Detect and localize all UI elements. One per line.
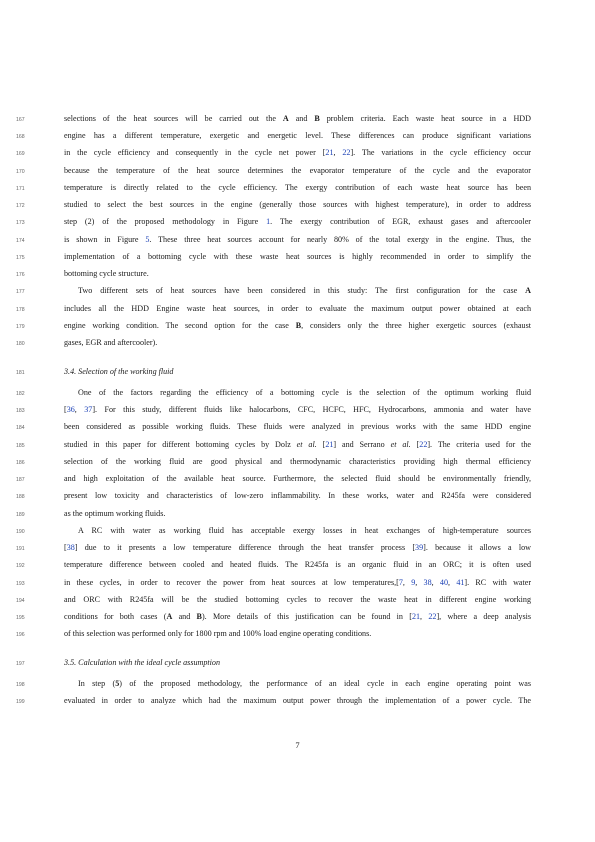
line-number: 169 bbox=[16, 151, 25, 157]
text-span: in the cycle efficiency and consequently in the cycle net power [ bbox=[64, 148, 326, 157]
text-span: , bbox=[448, 578, 457, 587]
text-span: 5 bbox=[115, 679, 120, 688]
line-number: 176 bbox=[16, 272, 25, 278]
text-span: step (2) of the proposed methodology in Figure bbox=[64, 217, 267, 226]
text-line bbox=[64, 695, 531, 706]
text-span: gases, EGR and aftercooler). bbox=[64, 338, 158, 347]
line-number: 170 bbox=[16, 169, 25, 175]
text-span: been considered as possible working fluids. These fluids were analyzed in previous works with the same HDD engine bbox=[64, 422, 531, 431]
text-span: and bbox=[288, 114, 315, 123]
line-number: 177 bbox=[16, 289, 25, 295]
text-span: as the optimum working fluids. bbox=[64, 509, 166, 518]
line-number: 180 bbox=[16, 341, 25, 347]
text-span: Two different sets of heat sources have been considered in this study: The first configuration for the case bbox=[78, 286, 526, 295]
text-span: and bbox=[172, 612, 197, 621]
line-number: 186 bbox=[16, 460, 25, 466]
line-number: 185 bbox=[16, 443, 25, 449]
text-span: engine working condition. The second option for the case bbox=[64, 321, 296, 330]
text-span: 3.5. Calculation with the ideal cycle assumption bbox=[64, 658, 221, 667]
text-span: evaluated in order to analyze which had the maximum output power through the implementation of a power cycle. The bbox=[64, 696, 531, 705]
line-number: 195 bbox=[16, 615, 25, 621]
citation-link[interactable]: 39 bbox=[415, 543, 424, 552]
text-line bbox=[64, 404, 531, 415]
citation-link[interactable]: 38 bbox=[423, 578, 432, 587]
text-line bbox=[64, 594, 531, 605]
text-span: [ bbox=[64, 543, 67, 552]
text-span: [ bbox=[410, 440, 420, 449]
text-line bbox=[64, 285, 531, 296]
text-span: , considers only the three higher exergetic sources (exhaust bbox=[301, 321, 531, 330]
citation-link[interactable]: 36 bbox=[66, 405, 75, 414]
text-span: B bbox=[295, 321, 302, 330]
text-line bbox=[64, 439, 531, 450]
text-span: One of the factors regarding the efficiency of a bottoming cycle is the selection of the optimum working fluid bbox=[78, 388, 531, 397]
text-span: implementation of a bottoming cycle with these waste heat sources is highly recommended in order to simplify the bbox=[64, 252, 531, 261]
text-span: , bbox=[74, 405, 85, 414]
text-line bbox=[64, 182, 531, 193]
text-span: , bbox=[415, 578, 424, 587]
line-number: 168 bbox=[16, 134, 25, 140]
text-span: includes all the HDD Engine waste heat sources, in order to evaluate the maximum output power obtained at each bbox=[64, 304, 531, 313]
citation-link[interactable]: 5 bbox=[145, 235, 150, 244]
line-number: 172 bbox=[16, 203, 25, 209]
text-span: temperature difference between cooled and heated fluids. The R245fa is an organic fluid in an ORC; it is often used bbox=[64, 560, 531, 569]
citation-link[interactable]: 40 bbox=[439, 578, 449, 587]
text-line bbox=[64, 320, 531, 331]
citation-link[interactable]: 1 bbox=[266, 217, 271, 226]
text-span: of this selection was performed only for 1800 rpm and 100% load engine operating conditions. bbox=[64, 629, 372, 638]
line-number: 183 bbox=[16, 408, 25, 414]
citation-link[interactable]: 38 bbox=[66, 543, 75, 552]
text-line bbox=[64, 456, 531, 467]
text-span: ] due to it presents a low temperature difference through the heat transfer process [ bbox=[74, 543, 416, 552]
text-line bbox=[64, 490, 531, 501]
text-span: problem criteria. Each waste heat source in a HDD bbox=[319, 114, 531, 123]
text-span: A bbox=[525, 286, 531, 295]
line-number: 194 bbox=[16, 598, 25, 604]
text-span: is shown in Figure bbox=[64, 235, 146, 244]
text-line bbox=[64, 165, 531, 176]
section-heading bbox=[64, 366, 531, 377]
line-number: 187 bbox=[16, 477, 25, 483]
text-span: B bbox=[314, 114, 320, 123]
text-span: studied to select the best sources in the engine (generally those sources with highest temperature), in order to address bbox=[64, 200, 531, 209]
line-number: 189 bbox=[16, 512, 25, 518]
text-span: selection of the working fluid are good physical and thermodynamic characteristics providing high thermal efficiency bbox=[64, 457, 531, 466]
text-span: because the temperature of the heat source determines the evaporator temperature of the cycle and the evaporator bbox=[64, 166, 531, 175]
text-span: ]. RC with water bbox=[464, 578, 531, 587]
text-span: , bbox=[333, 148, 343, 157]
text-line bbox=[64, 199, 531, 210]
citation-link[interactable]: 9 bbox=[411, 578, 416, 587]
citation-link[interactable]: 21 bbox=[411, 612, 421, 621]
line-number: 190 bbox=[16, 529, 25, 535]
text-span: B bbox=[196, 612, 202, 621]
page-number: 7 bbox=[295, 740, 300, 750]
text-span: temperature is directly related to the cycle efficiency. The exergy contribution of each waste heat source has been bbox=[64, 183, 531, 192]
text-span: ]. For this study, different fluids like halocarbons, CFC, HCFC, HFC, Hydrocarbons, ammonia and water have bbox=[92, 405, 531, 414]
text-line bbox=[64, 113, 531, 124]
line-number: 198 bbox=[16, 682, 25, 688]
text-span: bottoming cycle structure. bbox=[64, 269, 149, 278]
text-span: [ bbox=[316, 440, 326, 449]
text-line bbox=[64, 611, 531, 622]
line-number: 175 bbox=[16, 255, 25, 261]
text-span: , bbox=[402, 578, 412, 587]
citation-link[interactable]: 21 bbox=[325, 148, 334, 157]
text-span: et al. bbox=[390, 440, 411, 449]
text-line bbox=[64, 678, 531, 689]
citation-link[interactable]: 37 bbox=[84, 405, 93, 414]
text-span: present low toxicity and characteristics of low-zero inflammability. In these works, water and R245fa were considered bbox=[64, 491, 531, 500]
line-number: 167 bbox=[16, 117, 25, 123]
text-line bbox=[64, 303, 531, 314]
line-number: 191 bbox=[16, 546, 25, 552]
citation-link[interactable]: 41 bbox=[456, 578, 465, 587]
line-number: 173 bbox=[16, 220, 25, 226]
text-line bbox=[64, 525, 531, 536]
text-span: selections of the heat sources will be carried out the bbox=[64, 114, 283, 123]
line-number: 178 bbox=[16, 307, 25, 313]
text-span: . These three heat sources account for nearly 80% of the total exergy in the engine. Thus, the bbox=[149, 235, 531, 244]
text-span: and ORC with R245fa will be the studied bottoming cycles to recover the waste heat in different engine working bbox=[64, 595, 531, 604]
text-span: [ bbox=[64, 405, 67, 414]
text-span: A RC with water as working fluid has acceptable exergy losses in heat exchanges of high-temperature sources bbox=[78, 526, 531, 535]
citation-link[interactable]: 22 bbox=[428, 612, 437, 621]
line-number: 181 bbox=[16, 370, 25, 376]
text-line bbox=[64, 251, 531, 262]
text-span: A bbox=[282, 114, 289, 123]
text-line bbox=[64, 387, 531, 398]
text-span: studied in this paper for different bottoming cycles by Dolz bbox=[64, 440, 297, 449]
line-number: 197 bbox=[16, 661, 25, 667]
text-span: ). More details of this justification can be found in [ bbox=[201, 612, 412, 621]
line-number: 196 bbox=[16, 632, 25, 638]
text-line bbox=[64, 337, 531, 348]
line-number: 174 bbox=[16, 238, 25, 244]
text-line bbox=[64, 130, 531, 141]
line-number: 171 bbox=[16, 186, 25, 192]
citation-link[interactable]: 21 bbox=[325, 440, 334, 449]
text-span: engine has a different temperature, exergetic and energetic level. These differences can produce significant variations bbox=[64, 131, 531, 140]
text-span: ]. The criteria used for the bbox=[427, 440, 531, 449]
text-span: , bbox=[431, 578, 440, 587]
citation-link[interactable]: 22 bbox=[342, 148, 351, 157]
line-number: 182 bbox=[16, 391, 25, 397]
text-line bbox=[64, 268, 531, 279]
text-span: conditions for both cases ( bbox=[64, 612, 167, 621]
line-number: 193 bbox=[16, 581, 25, 587]
line-number: 192 bbox=[16, 563, 25, 569]
text-line bbox=[64, 542, 531, 553]
text-line bbox=[64, 473, 531, 484]
text-span: A bbox=[166, 612, 173, 621]
text-span: ) of the proposed methodology, the performance of an ideal cycle in each engine operating point was bbox=[119, 679, 531, 688]
text-span: 3.4. Selection of the working fluid bbox=[64, 367, 174, 376]
text-line bbox=[64, 216, 531, 227]
text-line bbox=[64, 421, 531, 432]
text-span: et al. bbox=[296, 440, 317, 449]
citation-link[interactable]: 22 bbox=[419, 440, 428, 449]
text-span: In step ( bbox=[78, 679, 116, 688]
line-number: 184 bbox=[16, 425, 25, 431]
text-span: . The exergy contribution of EGR, exhaust gases and aftercooler bbox=[270, 217, 531, 226]
text-span: in these cycles, in order to recover the power from heat sources at low temperatures,[ bbox=[64, 578, 399, 587]
text-line bbox=[64, 234, 531, 245]
text-line bbox=[64, 559, 531, 570]
section-heading bbox=[64, 657, 531, 668]
text-span: ], where a deep analysis bbox=[436, 612, 531, 621]
text-span: , bbox=[420, 612, 429, 621]
line-number: 199 bbox=[16, 699, 25, 705]
citation-link[interactable]: 7 bbox=[398, 578, 403, 587]
text-line bbox=[64, 577, 531, 588]
text-span: ]. The variations in the cycle efficiency occur bbox=[350, 148, 531, 157]
text-span: ] and Serrano bbox=[333, 440, 391, 449]
text-line bbox=[64, 628, 531, 639]
text-line bbox=[64, 147, 531, 158]
line-number: 179 bbox=[16, 324, 25, 330]
line-number: 188 bbox=[16, 494, 25, 500]
text-span: and high exploitation of the available heat source. Furthermore, the selected fluid should be environmentally friendly, bbox=[64, 474, 531, 483]
text-line bbox=[64, 508, 531, 519]
text-span: ]. because it allows a low bbox=[423, 543, 531, 552]
